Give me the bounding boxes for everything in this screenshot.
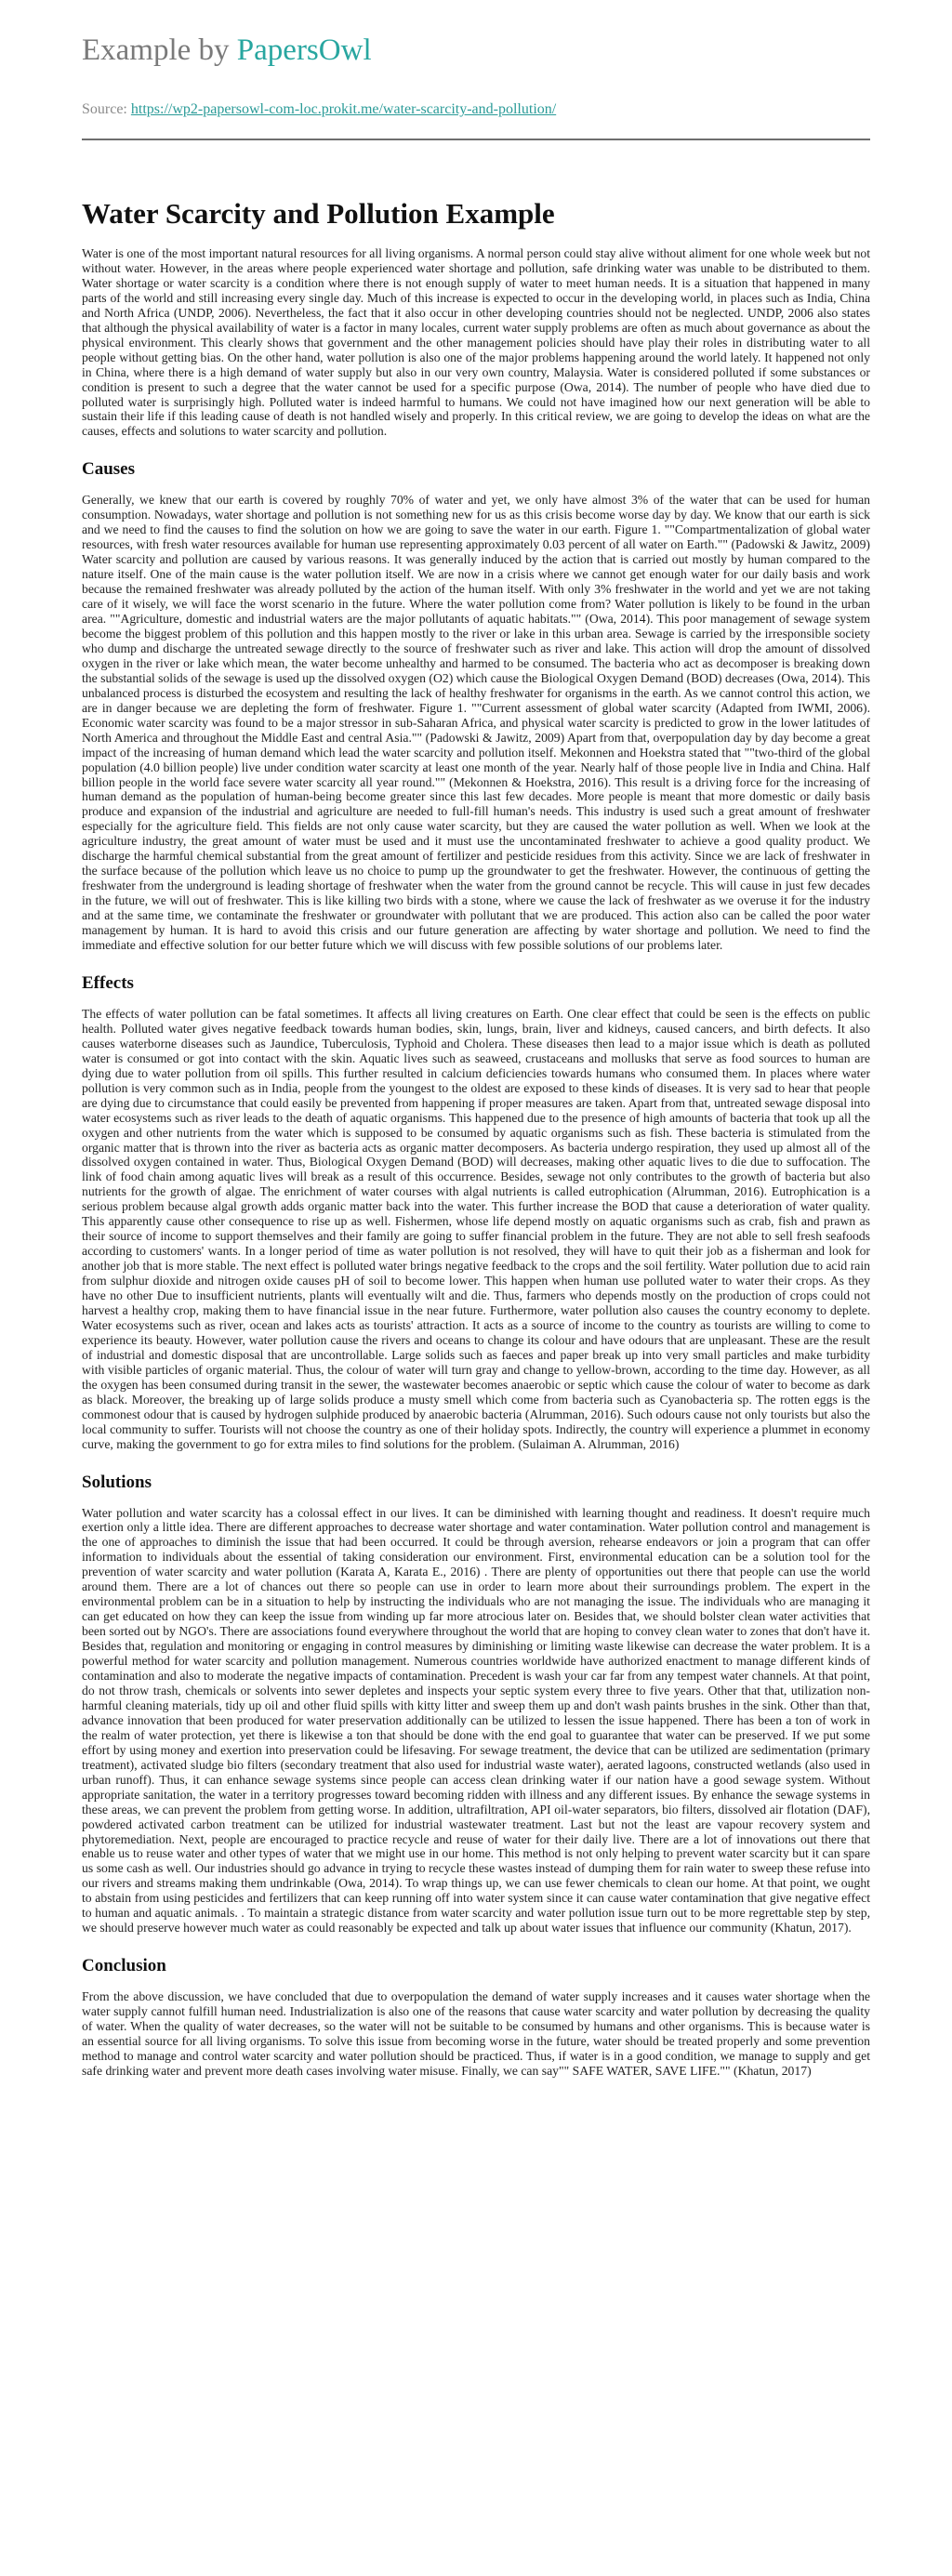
section-heading-causes: Causes — [82, 459, 136, 480]
page — [82, 0, 870, 2079]
section-heading-solutions: Solutions — [82, 1472, 152, 1492]
source-link[interactable]: https://wp2-papersowl-com-loc.prokit.me/water-scarcity-and-pollution/ — [130, 101, 557, 117]
brand-name: PapersOwl — [236, 33, 372, 67]
source-line — [82, 100, 870, 119]
brand-header — [82, 32, 870, 69]
article-title: Water Scarcity and Pollution Example — [82, 197, 555, 230]
source-label: Source: — [82, 101, 131, 117]
section-heading-effects: Effects — [82, 972, 134, 993]
section-text-conclusion: From the above discussion, we have concluded that due to overpopulation the demand of water supply increases and it causes water shortage when the water supply cannot fulfill human need. Industrialization is also one of the reasons that cause water scarcity and water pollution by decreasing the quality of water. When the quality of water decreases, so the water will not be suitable to be consumed by humans and other organisms. This is because water is an essential source for all living organisms. To solve this issue from becoming worse in the future, water should be treated properly and some prevention method to manage and control water scarcity and water pollution should be practiced. Thus, if water is in a good condition, we manage to supply and get safe drinking water and prevent more death cases involving water misuse. Finally, we can say"" SAFE WATER, SAVE LIFE."" (Khatun, 2017) — [82, 1989, 870, 2078]
intro-paragraph: Water is one of the most important natural resources for all living organisms. A normal person could stay alive without aliment for one whole week but not without water. However, in the areas where people experienced water shortage and pollution, safe drinking water was unable to be distributed to them. Water shortage or water scarcity is a condition where there is not enough supply of water to meet human needs. It is a situation that happened in many parts of the world and still increasing every single day. Much of this increase is expected to occur in the developing world, in places such as India, China and North Africa (UNDP, 2006). Nevertheless, the fact that it also occur in other developing countries should not be neglected. UNDP, 2006 also states that although the physical availability of water is a factor in many locales, current water supply problems are often as much about governance as about the physical environment. This clearly shows that government and the other management policies should have play their roles in distributing water to all people without getting bias. On the other hand, water pollution is also one of the major problems happening around the world lately. It happened not only in China, where there is a high demand of water supply but also in our very own country, Malaysia. Water is considered polluted if some substances or condition is present to such a degree that the water cannot be used for a specific purpose (Owa, 2014). The number of people who have died due to polluted water is surprisingly high. Polluted water is indeed harmful to humans. We could not have imagined how our next generation will be able to sustain their life if this leading cause of death is not handled wisely and properly. In this critical review, we are going to develop the ideas on what are the causes, effects and solutions to water scarcity and pollution. — [82, 246, 870, 439]
section-text-effects: The effects of water pollution can be fatal sometimes. It affects all living creatures on Earth. One clear effect that could be seen is the effects on public health. Polluted water gives negative feedback towards human bodies, skin, lungs, brain, liver and kidneys, caused cancers, and birth defects. It also causes waterborne diseases such as Jaundice, Tuberculosis, Typhoid and Cholera. These diseases then lead to a major issue which is death as polluted water is consumed or got into contact with the skin. Aquatic lives such as seaweed, crustaceans and mollusks that serve as food sources to human are dying due to water pollution from oil spills. This further resulted in calcium deficiencies towards humans who consumed them. In places where water pollution is very common such as in India, people from the youngest to the oldest are exposed to these kinds of diseases. It is very sad to hear that people are dying due to circumstance that could easily be prevented from happening if proper measures are taken. Apart from that, untreated sewage disposal into water ecosystems such as river leads to the death of aquatic organisms. This happened due to the presence of high amounts of bacteria that took up all the oxygen and other nutrients from the water which is supposed to be consumed by aquatic organisms such as fish. These bacteria is stimulated from the organic matter that is thrown into the river as bacteria acts as organic matter decomposers. As bacteria undergo respiration, they used up almost all of the dissolved oxygen contained in water. Thus, Biological Oxygen Demand (BOD) will decreases, making other aquatic lives to die due to suffocation. The link of food chain among aquatic lives will break as a result of this occurrence. Besides, sewage not only contributes to the growth of bacteria but also nutrients for the growth of algae. The enrichment of water courses with algal nutrients is called eutrophication (Alrumman, 2016). Eutrophication is a serious problem because algal growth adds organic matter back into the water. This further increase the BOD that cause a deterioration of water quality. This apparently cause other consequence to rise up as well. Fishermen, whose life depend mostly on aquatic organisms such as crab, fish and prawn as their source of income to support themselves and their family are going to suffer financial problem in the future. They are not able to sell fresh seafoods according to customers' wants. In a longer period of time as water pollution is not resolved, they will have to quit their job as a fisherman and look for another job that is more stable. The next effect is polluted water brings negative feedback to the crops and the soil fertility. Water pollution due to acid rain from sulphur dioxide and nitrogen oxide causes pH of soil to become lower. This happen when human use polluted water to water their crops. As they have no other Due to insufficient nutrients, plants will eventually wilt and die. Thus, farmers who depends mostly on the production of crops could not harvest a healthy crop, making them to have financial issue in the near future. Furthermore, water pollution also causes the country economy to deplete. Water ecosystems such as river, ocean and lakes acts as tourists' attraction. It acts as a source of income to the country as tourists are willing to come to experience its beauty. However, water pollution cause the rivers and oceans to change its colour and have odours that are unpleasant. These are the result of industrial and domestic disposal that are uncontrollable. Large solids such as faeces and paper break up into very small particles and make turbidity with visible particles of organic material. Thus, the colour of water will turn gray and change to yellow-brown, according to the time day. However, as all the oxygen has been consumed during transit in the sewer, the wastewater becomes anaerobic or septic which cause the colour of water to become as dark as black. Moreover, the breaking up of large solids produce a musty smell which come from bacteria such as Cyanobacteria sp. The rotten eggs is the commonest odour that is caused by hydrogen sulphide produced by anaerobic bacteria (Alrumman, 2016). Such odours cause not only tourists but also the local community to suffer. Tourists will not choose the country as one of their holiday spots. Indirectly, the country will experience a plummet in economy curve, making the government to go for extra miles to find solutions for the problem. (Sulaiman A. Alrumman, 2016) — [82, 1006, 870, 1451]
section-text-causes: Generally, we knew that our earth is covered by roughly 70% of water and yet, we only have almost 3% of the water that can be used for human consumption. Nowadays, water shortage and pollution is not something new for us as this crisis become worse day by day. We know that our earth is sick and we need to find the causes to find the solution on how we are going to save the water in our earth. Figure 1. ""Compartmentalization of global water resources, with fresh water resources available for human use representing approximately 0.03 percent of all water on Earth."" (Padowski & Jawitz, 2009) Water scarcity and pollution are caused by various reasons. It was generally induced by the action that is carried out mostly by human compared to the nature itself. One of the main cause is the water pollution itself. We are now in a crisis where we cannot get enough water for our daily basis and work because the remained freshwater was already polluted by the action of the human itself. With only 3% freshwater in the world and yet we are not taking care of it wisely, we will face the worst scenario in the future. Where the water pollution come from? Water pollution is likely to be found in the urban area. ""Agriculture, domestic and industrial waters are the major pollutants of aquatic habitats."" (Owa, 2014). This poor management of sewage system become the biggest problem of this pollution and this happen mostly to the river or lake in this urban area. Sewage is carried by the irresponsible society who dump and discharge the untreated sewage directly to the source of freshwater such as river and lake. This action will drop the amount of dissolved oxygen in the river or lake which mean, the water become unhealthy and harmed to be consumed. The bacteria who act as decomposer is breaking down the substantial solids of the sewage is used up the dissolved oxygen (O2) which cause the Biological Oxygen Demand (BOD) decreases (Owa, 2014). This unbalanced process is disturbed the ecosystem and resulting the lack of healthy freshwater for organisms in the earth. As we cannot control this action, we are in danger because we are depleting the form of freshwater. Figure 1. ""Current assessment of global water scarcity (Adapted from IWMI, 2006). Economic water scarcity was found to be a major stressor in sub-Saharan Africa, and physical water scarcity is predicted to grow in the lower latitudes of North America and throughout the Middle East and central Asia."" (Padowski & Jawitz, 2009) Apart from that, overpopulation day by day become a great impact of the increasing of human demand which lead the water scarcity and pollution itself. Mekonnen and Hoekstra stated that ""two-third of the global population (4.0 billion people) live under condition water scarcity at least one month of the year. Nearly half of those people live in India and China. Half billion people in the world face severe water scarcity all year round."" (Mekonnen & Hoekstra, 2016). This result is a driving force for the increasing of human demand as the population of human-being become greater since this last few decades. More people is meant that more domestic or daily basis produce and expansion of the industrial and agriculture are needed to full-fill human's needs. This industry is used such a great amount of freshwater especially for the agriculture field. This fields are not only cause water scarcity, but they are caused the water pollution as well. When we look at the agriculture industry, the great amount of water must be used and it must use the uncontaminated freshwater to achieve a good quality product. We discharge the harmful chemical substantial from the great amount of fertilizer and pesticide residues from this activity. Since we are lack of freshwater in the surface because of the pollution which leave us no choice to pump up the groundwater to get the freshwater. However, the continuous of getting the freshwater from the underground is leading shortage of freshwater when the water from the ground cannot be recycle. This will cause in just few decades in the future, we will out of freshwater. This is like killing two birds with a stone, where we cause the lack of freshwater as we overuse it for the industry and at the same time, we contaminate the freshwater or groundwater with pollutant that we are produced. This action also can be called the poor water management by human. It is hard to avoid this crisis and our future generation are affecting by water shortage and pollution. We need to find the immediate and effective solution for our better future which we will discuss with few possible solutions of our problems later. — [82, 493, 870, 952]
section-text-solutions: Water pollution and water scarcity has a colossal effect in our lives. It can be diminished with learning thought and readiness. It doesn't require much exertion only a little idea. There are different approaches to decrease water shortage and water contamination. Water pollution control and management is the one of approaches to diminish the issue that had been occurred. It could be through aversion, rehearse endeavors or join a program that can offer information to individuals about the essential of taking consideration our environment. First, environmental education can be a solution tool for the prevention of water scarcity and water pollution (Karata A, Karata E., 2016) . There are plenty of opportunities out there that people can use the world around them. There are a lot of chances out there so people can use in order to learn more about their surroundings problem. The expert in the environmental problem can be in a situation to help by instructing the individuals who are not managing the issue. The individuals who are managing it can get educated on how they can keep the issue from winding up far more atrocious later on. Besides that, we should bolster clean water activities that been sorted out by NGO's. There are associations found everywhere throughout the world that are hoping to convey clean water to zones that don't have it. Besides that, regulation and monitoring or engaging in control measures by diminishing or limiting waste likewise can decrease the water problem. It is a powerful method for water scarcity and pollution management. Numerous countries worldwide have authorized enactment to manage different kinds of contamination and also to moderate the negative impacts of contamination. Precedent is wash your car far from any tempest water channels. At that point, do not throw trash, chemicals or solvents into sewer depletes and inspects your septic system every three to five years. Other that that, utilization non-harmful cleaning materials, tidy up oil and other fluid spills with kitty litter and sweep them up and don't wash paints brushes in the sink. Other than that, advance innovation that been produced for water preservation additionally can be utilized to lessen the issue happened. There has been a ton of work in the realm of water protection, yet there is likewise a ton that should be done with the end goal to guarantee that water can be preserved. If we put some effort by using money and exertion into preservation could be lifesaving. For sewage treatment, the device that can be utilized are sedimentation (primary treatment), activated sludge bio filters (secondary treatment that also used for industrial waste water), aerated lagoons, constructed wetlands (also used in urban runoff). Thus, it can enhance sewage systems since people can access clean drinking water if our nation have a good sewage system. Without appropriate sanitation, the water in a territory progresses toward becoming ridden with illness and any different issues. By enhance the sewage systems in these areas, we can prevent the problem from getting worse. In addition, ultrafiltration, API oil-water separators, bio filters, dissolved air flotation (DAF), powdered activated carbon treatment can be utilized for industrial wastewater treatment. Last but not the least are vapour recovery system and phytoremediation. Next, people are encouraged to practice recycle and reuse of water for their daily live. There are a lot of innovations out there that enable us to reuse water and other types of water that we might use in our home. This method is not only helping to prevent water scarcity but it can spare us some cash as well. Our industries should go advance in trying to recycle these wastes instead of dumping them for rain water to sweep these refuse into our rivers and streams making them undrinkable (Owa, 2014). To wrap things up, we can use fewer chemicals to clean our home. At that point, we ought to abstain from using pesticides and fertilizers that can keep running off into water system since it can cause water contamination that give negative effect to human and aquatic animals. . To maintain a strategic distance from water scarcity and water pollution issue turn out to be more regrettable step by step, we should preserve however much water as could reasonably be expected and talk up about water issues that influence our community (Khatun, 2017). — [82, 1505, 870, 1935]
header-divider — [82, 139, 870, 140]
section-heading-conclusion: Conclusion — [82, 1956, 166, 1976]
brand-prefix: Example by — [82, 33, 237, 67]
